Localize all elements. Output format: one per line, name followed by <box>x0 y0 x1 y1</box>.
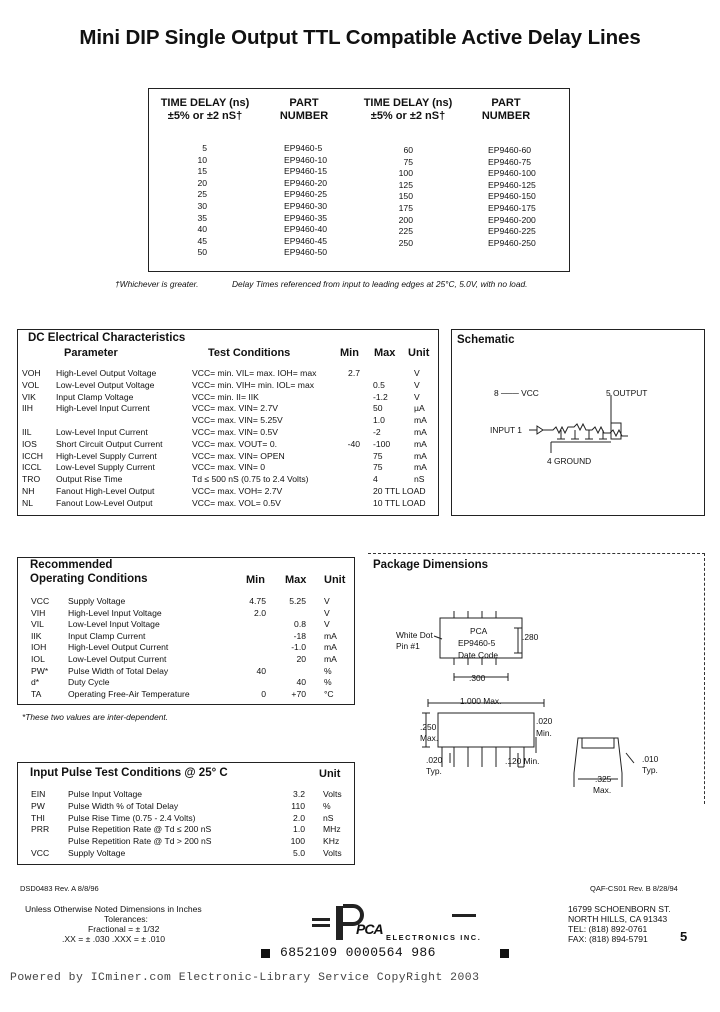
pulse-unit: Volts <box>323 789 342 799</box>
pkg-dim-325: .325 <box>595 774 612 784</box>
pulse-parameter: Pulse Input Voltage <box>68 789 143 799</box>
rec-max: +70 <box>291 688 306 699</box>
pkg-pin1: Pin #1 <box>396 641 420 651</box>
powered-by: Powered by ICminer.com Electronic-Library Service CopyRight 2003 <box>10 972 480 984</box>
pulse-symbol: THI <box>31 812 45 823</box>
delay-header-right: TIME DELAY (ns) ±5% or ±2 nS† <box>363 97 453 122</box>
rec-max: 20 <box>296 654 306 664</box>
rec-symbol: PW* <box>31 665 49 676</box>
pulse-unit: MHz <box>323 824 341 835</box>
dc-max: 1.0 <box>373 415 385 426</box>
dc-parameter: Fanout High-Level Output <box>56 486 155 496</box>
dc-parameter: Low-Level Input Current <box>56 427 148 437</box>
rec-symbol: VIL <box>31 619 44 630</box>
rec-parameter: Low-Level Output Current <box>68 654 167 664</box>
pulse-value: 1.0 <box>293 824 305 835</box>
dc-max: -2 <box>373 427 381 437</box>
schematic-diagram <box>451 329 703 514</box>
pkg-dim-010-typ: Typ. <box>642 765 658 775</box>
delay-value: 10 <box>197 154 207 165</box>
rec-symbol: VIH <box>31 607 46 618</box>
footer-units: Unless Otherwise Noted Dimensions in Inches <box>25 904 202 914</box>
part-number: EP9460-100 <box>488 168 536 179</box>
dc-min: 2.7 <box>348 368 360 378</box>
pulse-unit: nS <box>323 812 334 823</box>
dc-condition: VCC= min. VIH= min. IOL= max <box>192 379 315 390</box>
rec-parameter: Low-Level Input Voltage <box>68 619 160 630</box>
dc-condition: VCC= max. VIN= 5.25V <box>192 415 283 426</box>
pulse-value: 110 <box>291 800 305 811</box>
delay-value: 175 <box>398 203 413 213</box>
dc-max: 50 <box>373 403 383 414</box>
rec-unit: V <box>324 596 330 606</box>
pkg-dim-280: .280 <box>522 632 539 642</box>
rec-parameter: Operating Free-Air Temperature <box>68 688 190 699</box>
delay-value: 225 <box>398 226 413 237</box>
pulse-value: 2.0 <box>293 812 305 823</box>
dc-col-max: Max <box>374 347 396 359</box>
dc-max: 4 <box>373 474 378 485</box>
dc-unit: mA <box>414 462 427 473</box>
rec-title-1: Recommended <box>30 559 113 571</box>
dc-max: 20 TTL LOAD <box>373 486 426 496</box>
footnote-delay-reference: Delay Times referenced from input to leading edges at 25°C, 5.0V, with no load. <box>232 279 528 289</box>
part-number: EP9460-30 <box>284 201 328 211</box>
part-number: EP9460-25 <box>284 189 328 200</box>
pkg-dim-250: .250 <box>420 722 437 732</box>
pulse-parameter: Pulse Width % of Total Delay <box>68 800 179 811</box>
page-title: Mini DIP Single Output TTL Compatible Active Delay Lines <box>79 26 641 49</box>
dc-unit: V <box>414 391 420 402</box>
pkg-white-dot: White Dot <box>396 630 433 640</box>
rec-symbol: IIK <box>31 630 42 641</box>
delay-value: 125 <box>398 179 413 190</box>
dc-unit: mA <box>414 450 427 461</box>
schematic-ground-label: 4 GROUND <box>547 456 592 466</box>
part-number: EP9460-250 <box>488 237 536 248</box>
rec-unit: mA <box>324 630 337 641</box>
pulse-symbol: PW <box>31 800 45 811</box>
delay-value: 200 <box>398 214 413 225</box>
pulse-col-unit: Unit <box>319 768 341 780</box>
pulse-value: 5.0 <box>293 848 305 858</box>
part-number: EP9460-35 <box>284 212 328 223</box>
pca-logo-text: ELECTRONICS INC. <box>386 933 482 942</box>
pulse-title: Input Pulse Test Conditions @ 25° C <box>30 767 228 779</box>
rec-min: 40 <box>256 665 266 676</box>
rec-unit: mA <box>324 654 337 664</box>
dc-condition: VCC= max. VOH= 2.7V <box>192 486 283 496</box>
footer-fractional: Fractional = ± 1/32 <box>88 924 160 934</box>
rec-max: 0.8 <box>294 619 306 630</box>
rec-max: -18 <box>293 630 306 641</box>
pkg-dim-300: .300 <box>469 673 486 683</box>
dc-symbol: ICCH <box>22 450 44 461</box>
pkg-dim-020-min-val: .020 <box>536 716 553 726</box>
pulse-parameter: Pulse Rise Time (0.75 - 2.4 Volts) <box>68 812 196 823</box>
rec-symbol: TA <box>31 688 42 699</box>
pulse-parameter: Supply Voltage <box>68 848 126 858</box>
schematic-title: Schematic <box>457 334 515 346</box>
dc-title: DC Electrical Characteristics <box>28 332 186 344</box>
rec-symbol: VCC <box>31 596 50 606</box>
rec-title-2: Operating Conditions <box>30 573 148 585</box>
part-header-left: PART NUMBER <box>279 97 329 122</box>
page-number: 5 <box>680 929 688 944</box>
part-number: EP9460-150 <box>488 191 536 202</box>
delay-value: 250 <box>398 237 413 248</box>
part-number: EP9460-5 <box>284 143 323 153</box>
barcode-block-right <box>500 949 509 958</box>
pulse-symbol: PRR <box>31 824 50 835</box>
rec-parameter: Duty Cycle <box>68 677 110 688</box>
rec-col-unit: Unit <box>324 574 346 586</box>
delay-value: 100 <box>398 168 413 179</box>
dc-symbol: NL <box>22 497 33 508</box>
dc-condition: Td ≤ 500 nS (0.75 to 2.4 Volts) <box>192 474 309 485</box>
pulse-symbol: VCC <box>31 848 50 858</box>
rec-symbol: IOL <box>31 654 45 664</box>
rec-note: *These two values are inter-dependent. <box>22 712 169 722</box>
part-number: EP9460-20 <box>284 177 328 188</box>
part-number: EP9460-45 <box>284 235 328 246</box>
part-number: EP9460-10 <box>284 154 328 165</box>
pkg-dim-325-max: Max. <box>593 785 612 795</box>
delay-value: 35 <box>197 212 207 223</box>
dc-unit: mA <box>414 427 427 437</box>
rec-max: -1.0 <box>291 642 306 653</box>
pulse-unit: % <box>323 800 331 811</box>
pulse-parameter: Pulse Repetition Rate @ Td > 200 nS <box>68 836 212 847</box>
rec-symbol: IOH <box>31 642 47 653</box>
dc-symbol: NH <box>22 486 35 496</box>
rec-parameter: Input Clamp Current <box>68 630 146 641</box>
barcode-text: 6852109 0000564 986 <box>280 945 436 960</box>
part-number: EP9460-60 <box>488 145 532 155</box>
rec-parameter: High-Level Output Current <box>68 642 169 653</box>
fax: FAX: (818) 894-5791 <box>568 934 648 944</box>
rec-symbol: d* <box>31 677 40 688</box>
pulse-unit: Volts <box>323 848 342 858</box>
dc-unit: µA <box>414 403 425 414</box>
part-header-right: PART NUMBER <box>481 97 531 122</box>
dc-unit: V <box>414 368 420 378</box>
rec-unit: V <box>324 607 330 618</box>
pkg-dim-020-typ-val: .020 <box>426 755 443 765</box>
rec-col-min: Min <box>246 574 265 586</box>
dc-min: -40 <box>347 438 360 449</box>
pulse-unit: KHz <box>323 836 340 847</box>
dc-symbol: IIL <box>22 427 32 437</box>
dc-max: 75 <box>373 450 383 461</box>
dc-unit: mA <box>414 415 427 426</box>
part-number: EP9460-40 <box>284 224 328 235</box>
dc-symbol: VIK <box>22 391 36 402</box>
part-number: EP9460-125 <box>488 179 536 190</box>
dc-parameter: High-Level Supply Current <box>56 450 157 461</box>
dc-unit: nS <box>414 474 425 485</box>
part-number: EP9460-75 <box>488 156 532 167</box>
part-number: EP9460-175 <box>488 203 536 213</box>
rec-parameter: Pulse Width of Total Delay <box>68 665 169 676</box>
schematic-output-label: 5 OUTPUT <box>606 388 648 398</box>
dc-parameter: High-Level Input Current <box>56 403 150 414</box>
dc-condition: VCC= max. VIN= 0 <box>192 462 266 473</box>
delay-value: 75 <box>403 156 413 167</box>
barcode-block-left <box>261 949 270 958</box>
address-line-2: NORTH HILLS, CA 91343 <box>568 914 668 924</box>
footer-decimal: .XX = ± .030 .XXX = ± .010 <box>62 934 166 944</box>
dc-condition: VCC= max. VIN= OPEN <box>192 450 285 461</box>
package-title: Package Dimensions <box>373 559 489 571</box>
dc-parameter: Low-Level Supply Current <box>56 462 155 473</box>
dc-symbol: VOL <box>22 379 40 390</box>
delay-value: 150 <box>398 191 413 202</box>
dc-col-parameter: Parameter <box>64 347 118 359</box>
dc-condition: VCC= max. VIN= 2.7V <box>192 403 278 414</box>
pkg-dim-1000: 1.000 Max. <box>460 696 502 706</box>
dc-max: -100 <box>373 438 391 449</box>
part-number: EP9460-50 <box>284 247 328 258</box>
dc-condition: VCC= min. II= IIK <box>192 391 259 402</box>
dc-symbol: VOH <box>22 368 41 378</box>
pkg-dim-020-min: Min. <box>536 728 552 738</box>
footer-tolerances: Tolerances: <box>104 914 148 924</box>
pkg-dim-250-max: Max. <box>420 733 439 743</box>
dc-col-min: Min <box>340 347 359 359</box>
schematic-vcc-label: 8 ─── VCC <box>494 388 539 398</box>
delay-value: 25 <box>197 189 207 200</box>
doc-number-right: QAF-CS01 Rev. B 8/28/94 <box>590 884 678 893</box>
rec-unit: V <box>324 619 330 630</box>
dc-parameter: Fanout Low-Level Output <box>56 497 153 508</box>
rec-min: 2.0 <box>254 607 266 618</box>
dc-unit: mA <box>414 438 427 449</box>
address-line-1: 16799 SCHOENBORN ST. <box>568 904 671 914</box>
doc-number-left: DSD0483 Rev. A 8/8/96 <box>20 884 99 893</box>
pulse-parameter: Pulse Repetition Rate @ Td ≤ 200 nS <box>68 824 212 835</box>
part-number: EP9460-15 <box>284 166 328 177</box>
pulse-value: 3.2 <box>293 789 305 799</box>
rec-max: 40 <box>296 677 306 688</box>
part-number: EP9460-200 <box>488 214 536 225</box>
part-number: EP9460-225 <box>488 226 536 237</box>
dc-symbol: ICCL <box>22 462 42 473</box>
dc-symbol: IOS <box>22 438 37 449</box>
delay-value: 15 <box>197 166 207 177</box>
delay-value: 40 <box>197 224 207 235</box>
dc-max: 75 <box>373 462 383 473</box>
pca-logo-letters: PCA <box>356 921 383 937</box>
delay-header-left: TIME DELAY (ns) ±5% or ±2 nS† <box>160 97 250 122</box>
dc-symbol: TRO <box>22 474 41 485</box>
pulse-symbol: EIN <box>31 789 46 799</box>
pca-logo <box>312 904 488 944</box>
schematic-input-label: INPUT 1 <box>490 425 522 435</box>
rec-col-max: Max <box>285 574 307 586</box>
dc-parameter: Output Rise Time <box>56 474 123 485</box>
delay-value: 5 <box>202 143 207 153</box>
dc-parameter: Input Clamp Voltage <box>56 391 134 402</box>
delay-value: 30 <box>197 201 207 211</box>
delay-value: 60 <box>403 145 413 155</box>
delay-value: 20 <box>197 177 207 188</box>
dc-condition: VCC= max. VOUT= 0. <box>192 438 278 449</box>
pkg-date-code: Date Code <box>458 650 499 660</box>
dc-unit: V <box>414 379 420 390</box>
dc-condition: VCC= max. VIN= 0.5V <box>192 427 278 437</box>
rec-unit: °C <box>324 688 334 699</box>
pkg-part: EP9460-5 <box>458 638 496 648</box>
rec-unit: mA <box>324 642 337 653</box>
dc-max: 10 TTL LOAD <box>373 497 426 508</box>
dc-col-unit: Unit <box>408 347 430 359</box>
pkg-dim-010-val: .010 <box>642 754 659 764</box>
rec-min: 0 <box>261 688 266 699</box>
rec-parameter: Supply Voltage <box>68 596 126 606</box>
pkg-dim-120: .120 Min. <box>505 756 540 766</box>
footnote-whichever: †Whichever is greater. <box>115 279 199 289</box>
dc-parameter: Short Circuit Output Current <box>56 438 163 449</box>
pkg-pca: PCA <box>470 626 488 636</box>
dc-max: 0.5 <box>373 379 385 390</box>
delay-value: 50 <box>197 247 207 258</box>
rec-min: 4.75 <box>249 596 266 606</box>
phone: TEL: (818) 892-0761 <box>568 924 648 934</box>
dc-parameter: High-Level Output Voltage <box>56 368 157 378</box>
pulse-value: 100 <box>290 836 305 847</box>
dc-parameter: Low-Level Output Voltage <box>56 379 155 390</box>
delay-value: 45 <box>197 235 207 246</box>
dc-symbol: IIH <box>22 403 33 414</box>
rec-max: 5.25 <box>289 596 306 606</box>
dc-condition: VCC= max. VOL= 0.5V <box>192 497 281 508</box>
rec-parameter: High-Level Input Voltage <box>68 607 162 618</box>
dc-max: -1.2 <box>373 391 388 402</box>
dc-condition: VCC= min. VIL= max. IOH= max <box>192 368 317 378</box>
rec-unit: % <box>324 665 332 676</box>
pkg-dim-020-typ: Typ. <box>426 766 442 776</box>
dc-col-conditions: Test Conditions <box>208 347 291 359</box>
rec-unit: % <box>324 677 332 688</box>
